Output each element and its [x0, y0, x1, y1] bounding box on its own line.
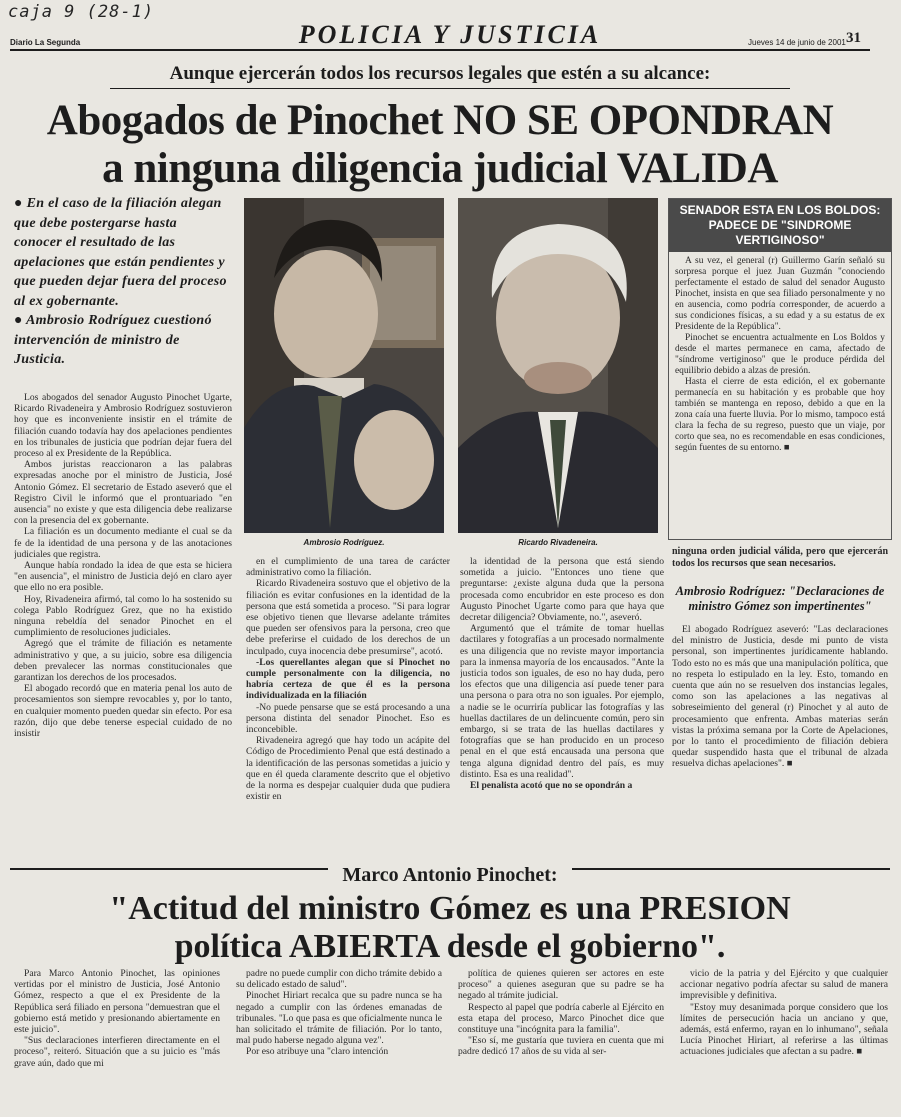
article1-headline-line1: Abogados de Pinochet NO SE OPONDRAN — [46, 97, 834, 144]
paragraph: política de quienes quieren ser actores en este proceso" a quienes aseguran que su padre se ha negado al trámite judicial. — [458, 968, 664, 1002]
column4-subhead: Ambrosio Rodríguez: "Declaraciones de ministro Gómez son impertinentes" — [675, 584, 885, 613]
article2-column-4 — [680, 968, 888, 1114]
paragraph: Hoy, Rivadeneira afirmó, tal como lo ha sostenido su colega Pablo Rodríguez Grez, que no ha existido ninguna rebeldía del senador Pinochet en el cumplimiento de resoluciones judiciales. — [14, 593, 232, 639]
sidebar-paragraph: Hasta el cierre de esta edición, el ex gobernante permanecía en su habitación y es probable que hoy también se mantenga en reposo, debido a que en la zona caía una fuerte lluvia. Por lo mismo, tampoco está clara la fecha de su regreso, puesto que un viaje, por corto que sea, no es recomendable en esas condiciones, según fuentes de su entorno. ■ — [675, 377, 885, 453]
paragraph: Ricardo Rivadeneira sostuvo que el objetivo de la filiación es evitar confusiones en la identidad de la persona que está sometida a proceso. "Si para lograr ese objetivo tienen que llevarse adelante trámites que pueden ser ofensivos para la persona, creo que debe preferirse el cuidado de los derechos de un inculpado, cuya inocencia debe presumirse", acotó. — [246, 578, 450, 657]
article2-column-2 — [236, 968, 442, 1114]
sidebar-paragraph: Pinochet se encuentra actualmente en Los Boldos y desde el martes permanece en cama, afectado de "síndrome vertiginoso" que le produce pérdida del equilibrio debido a alzas de presión. — [675, 333, 885, 376]
paragraph: Rivadeneira agregó que hay todo un acápite del Código de Procedimiento Penal que está destinado a la identificación de las personas sometidas a juicio y que en él queda claramente descrito que el objetivo de la norma es despejar cualquier duda que pudiera existir en — [246, 735, 450, 803]
sidebar-body — [669, 252, 891, 458]
paragraph: Agregó que el trámite de filiación es netamente administrativo y que, a su juicio, sobre esa diligencia deben prevalecer las normas constitucionales que garantizan los derechos de los procesados. — [14, 638, 232, 684]
photo-ambrosio-rodriguez — [244, 198, 444, 533]
paragraph: Pinochet Hiriart recalca que su padre nunca se ha negado a cumplir con las órdenes emanadas de tribunales. "Lo que pasa es que oficialmente nunca le han solicitado el trámite de filiación. Por lo tanto, mal pudo haberse negado alguna vez". — [236, 990, 442, 1047]
paragraph: Los abogados del senador Augusto Pinochet Ugarte, Ricardo Rivadeneira y Ambrosio Rodríguez sostuvieron hoy que es inconveniente insistir en el trámite de filiación cuando todavía hay dos apelaciones pendientes en los tribunales de justicia que podrían dejar fuera del proceso al ex Presidente de la República. — [14, 392, 232, 460]
handwritten-note: caja 9 (28-1) — [8, 2, 155, 22]
article2-column-3 — [458, 968, 664, 1114]
photo-ricardo-rivadeneira — [458, 198, 658, 533]
article2-headline-line2: política ABIERTA desde el gobierno". — [174, 928, 726, 965]
kicker-rule — [110, 88, 790, 89]
paragraph: Aunque había rondado la idea de que esta se hiciera "en ausencia", el ministro de Justicia dejó en claro ayer que ello no era posible. — [14, 560, 232, 594]
bullet-icon: ● — [14, 313, 23, 328]
paragraph: -No puede pensarse que se está procesando a una persona distinta del senador Pinochet. Eso es inconcebible. — [246, 701, 450, 736]
paragraph: padre no puede cumplir con dicho trámite debido a su delicado estado de salud". — [236, 968, 442, 991]
column4-body — [672, 624, 888, 770]
article2-headline-line1: "Actitud del ministro Gómez es una PRESION — [109, 890, 791, 927]
paragraph: El penalista acotó que no se opondrán a — [470, 780, 633, 792]
article2-kicker — [40, 864, 860, 887]
paragraph: Respecto al papel que podría caberle al Ejército en esta etapa del proceso, Marco Pinochet dice que constituye una "incógnita para la familia". — [458, 1001, 664, 1036]
sidebar-paragraph: A su vez, el general (r) Guillermo Garín señaló su sorpresa porque el juez Juan Guzmán "conociendo perfectamente el estado de salud del senador Augusto Pinochet, insista en que sea filiado personalmente y no en ausencia, como podría corresponder, de acuerdo a sus condiciones físicas, a su edad y a su estatus de ex Presidente de la República". — [675, 256, 885, 332]
article1-column-1 — [14, 392, 232, 852]
paragraph: El abogado recordó que en materia penal los auto de procesamientos son siempre revocables y, por lo tanto, en cualquier momento pueden quedar sin efecto. Por esa razón, dijo que debe tenerse especial cuidado de no insistir — [14, 683, 232, 740]
paragraph: "Estoy muy desanimada porque considero que los límites de persecución hacia un anciano y que, además, está enfermo, rayan en lo inhumano", señala Lucía Pinochet Hiriart, al referirse a las últimas actuaciones judiciales que afectan a su padre. ■ — [680, 1001, 888, 1058]
sidebar-box — [668, 198, 892, 540]
paragraph: La filiación es un documento mediante el cual se da fe de la identidad de una persona y de las anotaciones judiciales que registra. — [14, 526, 232, 560]
masthead-rule — [10, 49, 870, 51]
paragraph: "Eso sí, me gustaría que tuviera en cuenta que mi padre dedicó 17 años de su vida al ser- — [458, 1035, 664, 1058]
photo1-caption: Ambrosio Rodríguez. — [303, 538, 385, 547]
article1-kicker: Aunque ejercerán todos los recursos legales que estén a su alcance: — [169, 63, 711, 84]
paragraph: Argumentó que el trámite de tomar huellas dactilares y fotografías a un procesado normalmente es una diligencia que no reviste mayor importancia para la inmensa mayoría de los encausados. "Ante la justicia todos son iguales, de eso no hay duda, pero los efectos que una diligencia así puede tener para una persona o para otra no son iguales. Por ejemplo, a nadie se le ocurriría publicar las fotografías y las huellas dactilares de un delincuente común, pero sin embargo, si se trata de las huellas dactilares y fotografías que se han producido en un proceso penal en el que está encausada una persona que tenga alguna dignidad dentro del país, es muy distinto. Esa es una realidad". — [460, 623, 664, 780]
lead-text-1: En el caso de la filiación alegan que debe postergarse hasta conocer el resultado de las apelaciones que están pendientes y que pueden dejar fuera del proceso al ex gobernante. — [14, 196, 227, 309]
issue-date: Jueves 14 de junio de 2001 — [748, 38, 846, 47]
publication-name: Diario La Segunda — [10, 38, 81, 47]
photo2-caption: Ricardo Rivadeneira. — [518, 538, 598, 547]
paragraph: Para Marco Antonio Pinochet, las opiniones vertidas por el ministro de Justicia, José Antonio Gómez, respecto a que el ex Presidente de la República será filiado en persona "demuestran que el gobierno está metido y presionando abiertamente en este juicio". — [14, 968, 220, 1036]
article1-column-4 — [672, 546, 888, 852]
article2-kicker-text: Marco Antonio Pinochet: — [328, 864, 571, 886]
question-paragraph: -Los querellantes alegan que si Pinochet no cumple personalmente con la diligencia, no habría certeza de que él es la persona individualizada en la filiación — [246, 656, 450, 702]
paragraph: Por eso atribuye una "claro intención — [246, 1046, 389, 1058]
paragraph: El abogado Rodríguez aseveró: "Las declaraciones del ministro de Justicia, desde mi punto de vista personal, son impertinentes jurídicamente hablando. Todo esto no es más que una manipulación política, que no respeta lo estipulado en la ley. Esto, tomando en cuenta que aún no se resuelven dos instancias legales, como son las apelaciones a las negativas al sobreseimiento del general (r) Pinochet y al auto de procesamiento que enfrenta. Ambas materias serán vistas la próxima semana por la Corte de Apelaciones, por lo tanto el procedimiento de filiación debiera quedar suspendido hasta que el tribunal de alzada resuelva dichas apelaciones". ■ — [672, 624, 888, 770]
lead-text-2: Ambrosio Rodríguez cuestionó intervención de ministro de Justicia. — [14, 313, 212, 367]
sidebar-header: SENADOR ESTA EN LOS BOLDOS: PADECE DE "SINDROME VERTIGINOSO" — [669, 199, 891, 252]
column4-continuation: ninguna orden judicial válida, pero que ejercerán todos los recursos que sean necesarios. — [672, 546, 888, 569]
article1-column-2 — [246, 556, 450, 852]
paragraph: en el cumplimiento de una tarea de carácter administrativo como la filiación. — [246, 556, 450, 579]
article2-column-1 — [14, 968, 220, 1114]
section-title: POLICIA Y JUSTICIA — [298, 20, 602, 49]
article1-lead — [14, 194, 228, 370]
paragraph: la identidad de la persona que está siendo sometida a juicio. "Entonces uno tiene que preguntarse: ¿existe alguna duda que la persona procesada como encubridor en este proceso es don Augusto Pinochet Ugarte como para que haya que decretar diligencia? Obviamente, no.", aseveró. — [460, 556, 664, 624]
article1-column-3 — [460, 556, 664, 852]
article1-headline-line2: a ninguna diligencia judicial VALIDA — [102, 145, 778, 192]
paragraph: Ambos juristas reaccionaron a las palabras expresadas anoche por el ministro de Justicia, José Antonio Gómez. El secretario de Estado aseveró que el Registro Civil le informó que el prontuariado "en ausencia" no existe y que esta diligencia debe realizarse con la presencia del ex gobernante. — [14, 459, 232, 527]
bullet-icon: ● — [14, 196, 23, 211]
paragraph: vicio de la patria y del Ejército y que cualquier accionar negativo podría afectar su salud de manera imprevisible y definitiva. — [680, 968, 888, 1002]
paragraph: "Sus declaraciones interfieren directamente en el proceso", reiteró. Situación que a su juicio es "más grave aún, dado que mi — [14, 1035, 220, 1069]
page-number: 31 — [846, 30, 861, 46]
